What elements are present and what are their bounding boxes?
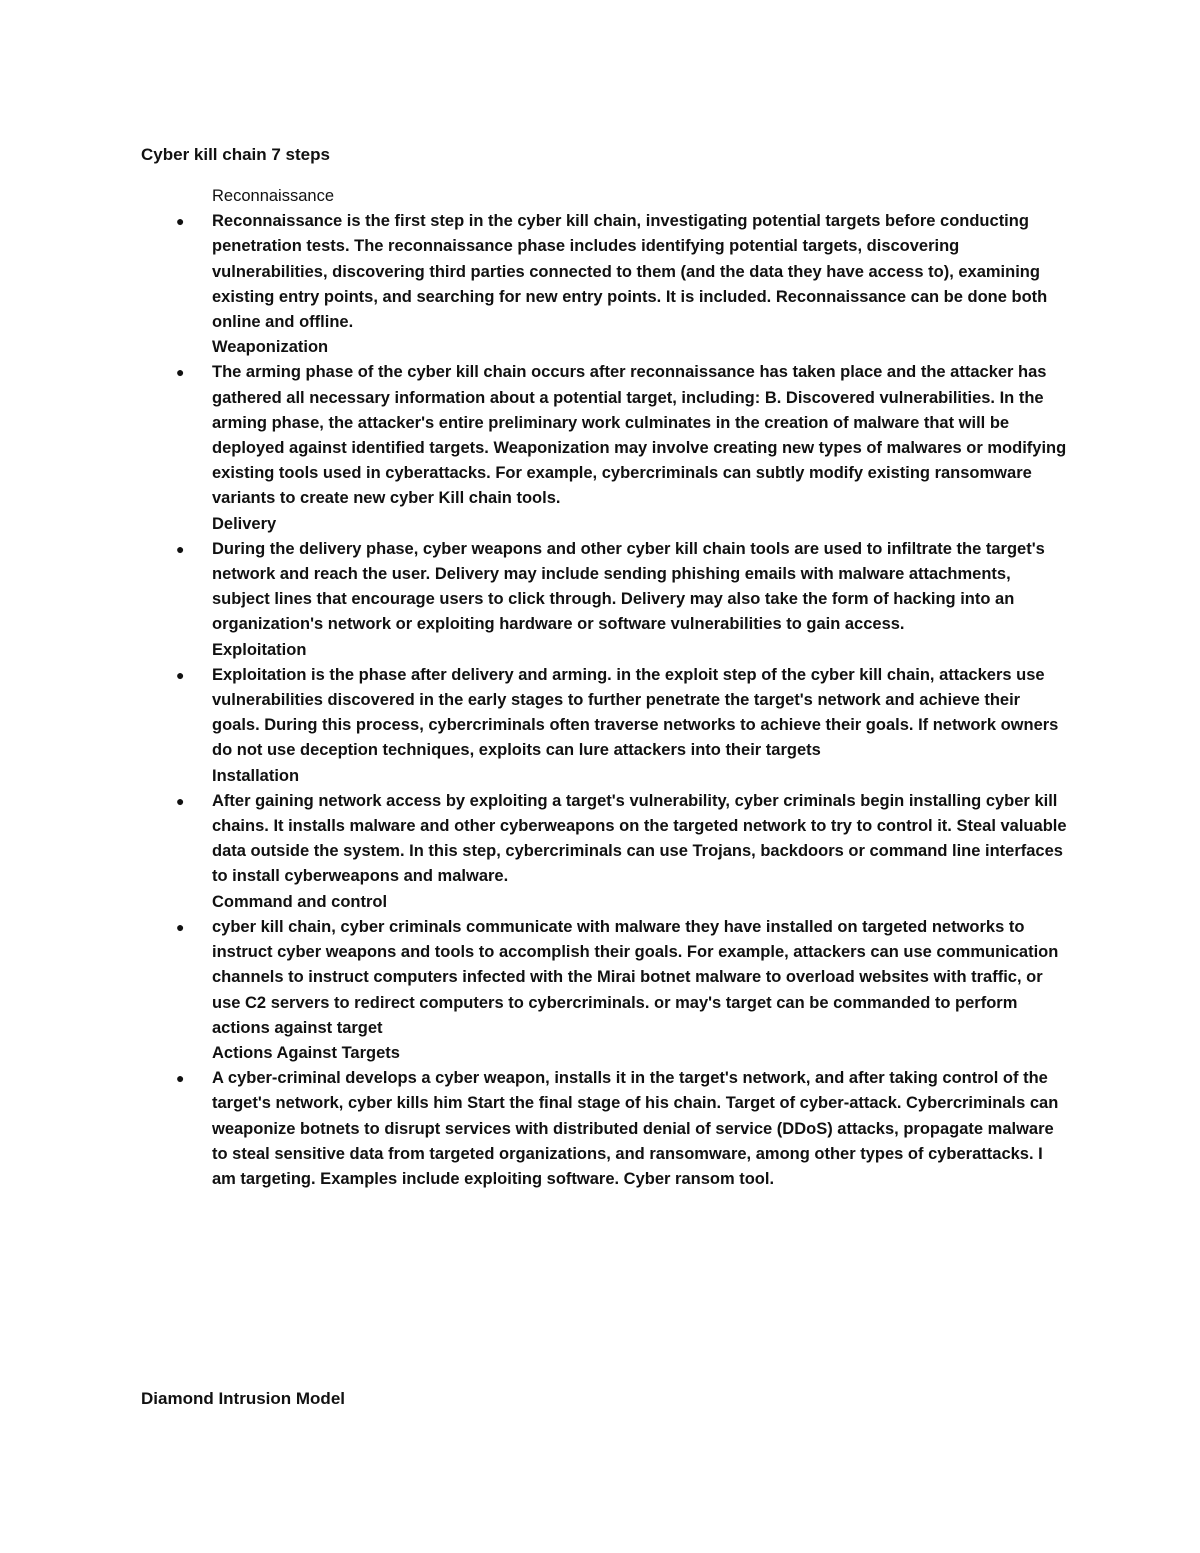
step-heading-installation: Installation [212,766,300,785]
step-body-installation [176,789,1067,890]
bullet-icon: ● [176,364,185,381]
step-heading-weaponization: Weaponization [212,338,329,357]
step-text: A cyber-criminal develops a cyber weapon, installs it in the target's network, and after taking control of the target's network, cyber kills him Start the final stage of his chain. Target of cyber-attack. Cybercriminals can weaponize botnets to disrupt services with distributed denial of service (DDoS) attacks, propagate malware to steal sensitive data from targeted organizations, and ransomware, among other types of cyberattacks. I am targeting. Examples include exploiting software. Cyber ransom tool. [212,1069,1059,1188]
step-text: Reconnaissance is the first step in the cyber kill chain, investigating potential targets before conducting penetration tests. The reconnaissance phase includes identifying potential targets, discovering vulnerabilities, discovering third parties connected to them (and the data they have access to), examining existing entry points, and searching for new entry points. It is included. Reconnaissance can be done both online and offline. [212,212,1048,332]
step-text: cyber kill chain, cyber criminals communicate with malware they have installed on targeted networks to instruct cyber weapons and tools to accomplish their goals. For example, attackers can use communication channels to instruct computers infected with the Mirai botnet malware to overload websites with traffic, or use C2 servers to redirect computers to cybercriminals. or may's target can be commanded to perform actions against target [212,917,1059,1037]
step-body-weaponization [176,360,1067,511]
step-body-exploitation [176,663,1067,764]
step-heading-delivery: Delivery [212,514,277,533]
bullet-icon: ● [176,666,185,683]
bullet-icon: ● [176,540,185,557]
document-title: Cyber kill chain 7 steps [141,145,330,164]
step-body-reconnaissance [176,209,1067,335]
section-heading-diamond-model: Diamond Intrusion Model [141,1389,345,1408]
step-heading-exploitation: Exploitation [212,640,307,659]
step-heading-command-and-control: Command and control [212,892,388,911]
step-text: Exploitation is the phase after delivery and arming. in the exploit step of the cyber kill chain, attackers use vulnerabilities discovered in the early stages to further penetrate the target's network and achieve their goals. During this process, cybercriminals often traverse networks to achieve their goals. If network owners do not use deception techniques, exploits can lure attackers into their targets [212,665,1059,760]
step-heading-actions-against-targets: Actions Against Targets [212,1043,400,1062]
step-body-actions-against-targets [176,1066,1067,1192]
kill-chain-steps [176,184,1067,1192]
bullet-icon: ● [176,918,185,935]
step-body-command-and-control [176,915,1067,1041]
step-text: During the delivery phase, cyber weapons and other cyber kill chain tools are used to infiltrate the target's network and reach the user. Delivery may include sending phishing emails with malware attachments, subject lines that encourage users to click through. Delivery may also take the form of hacking into an organization's network or exploiting hardware or software vulnerabilities to gain access. [212,539,1045,634]
step-heading-reconnaissance: Reconnaissance [212,187,334,205]
step-text: After gaining network access by exploiting a target's vulnerability, cyber criminals begin installing cyber kill chains. It installs malware and other cyberweapons on the targeted network to try to control it. Steal valuable data outside the system. In this step, cybercriminals can use Trojans, backdoors or command line interfaces to install cyberweapons and malware. [212,791,1067,886]
step-body-delivery [176,537,1067,638]
step-text: The arming phase of the cyber kill chain occurs after reconnaissance has taken place and the attacker has gathered all necessary information about a potential target, including: B. Discovered vulnerabilities. In the arming phase, the attacker's entire preliminary work culminates in the creation of malware that will be deployed against identified targets. Weaponization may involve creating new types of malwares or modifying existing tools used in cyberattacks. For example, cybercriminals can subtly modify existing ransomware variants to create new cyber Kill chain tools. [212,363,1067,508]
bullet-icon: ● [176,792,185,809]
bullet-icon: ● [176,1070,185,1087]
bullet-icon: ● [176,213,185,230]
